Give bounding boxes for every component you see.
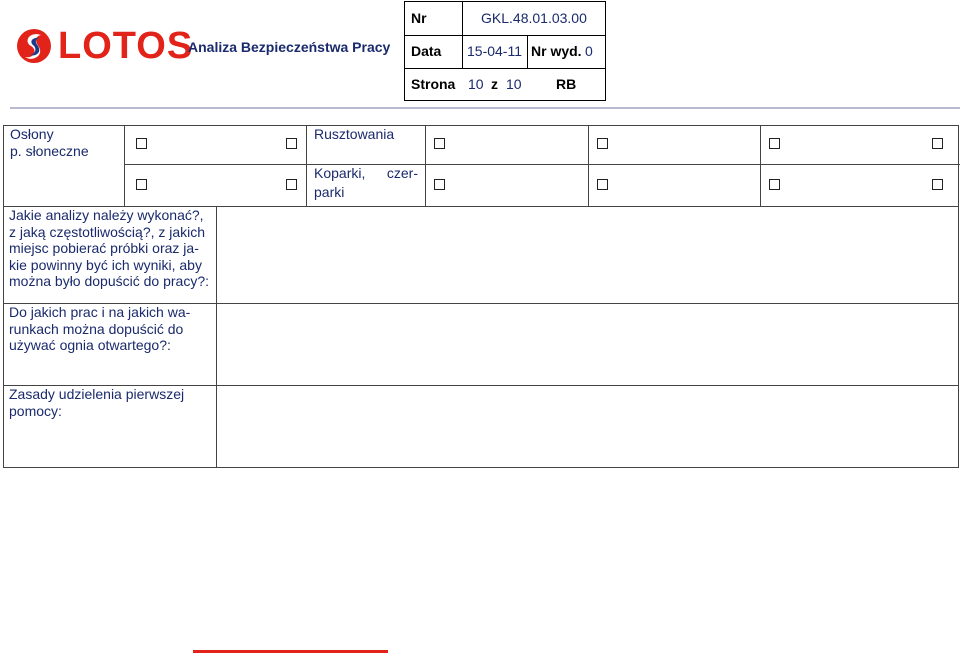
checkbox-row2-col4[interactable]: [434, 179, 445, 190]
author-initials: RB: [556, 76, 577, 92]
page-row: [405, 68, 605, 101]
grid-line: [958, 125, 959, 468]
logo-wordmark: LOTOS: [58, 25, 194, 67]
checkbox-row2-col7[interactable]: [932, 179, 943, 190]
grid-line: [124, 164, 960, 165]
checkbox-oslony[interactable]: [136, 138, 147, 149]
divider: [462, 2, 463, 35]
grid-line: [760, 125, 761, 206]
checkbox-row1-col7[interactable]: [932, 138, 943, 149]
open-fire-question: Do jakich prac i na jakich wa- runkach można dopuścić do używać ognia otwartego?:: [9, 304, 191, 353]
grid-line: [124, 125, 125, 206]
divider: [462, 35, 463, 68]
header-rule: [10, 107, 960, 109]
first-aid-answer-field[interactable]: [217, 386, 958, 467]
page-current: 10: [468, 76, 484, 92]
date-row: [405, 35, 605, 69]
oslony-label: Osłony p. słoneczne: [10, 126, 89, 159]
checkbox-koparki[interactable]: [286, 179, 297, 190]
grid-line: [3, 467, 958, 468]
divider: [527, 35, 528, 68]
page-total: 10: [506, 76, 522, 92]
koparki-label: Koparki, czer- parki: [314, 165, 418, 200]
doc-number-label: Nr: [411, 10, 427, 26]
grid-line: [3, 125, 4, 468]
version-value: 0: [585, 43, 593, 59]
version-label: Nr wyd.: [531, 43, 582, 59]
lotos-flame-icon: [14, 26, 54, 66]
date-value: 15-04-11: [467, 43, 523, 59]
analysis-question: Jakie analizy należy wykonać?, z jaką częstotliwością?, z jakich miejsc pobierać próbki oraz ja- kie powinny być ich wyniki, aby można było dopuścić do pracy?:: [9, 207, 209, 289]
analysis-answer-field[interactable]: [217, 207, 958, 303]
page-label: Strona: [411, 76, 456, 92]
page-of: z: [491, 76, 498, 92]
grid-line: [306, 125, 307, 206]
checkbox-row1-col4[interactable]: [434, 138, 445, 149]
grid-line: [588, 125, 589, 206]
date-label: Data: [411, 43, 442, 59]
grid-line: [425, 125, 426, 206]
rusztowania-label: Rusztowania: [314, 126, 395, 142]
checkbox-row2-col2[interactable]: [136, 179, 147, 190]
open-fire-answer-field[interactable]: [217, 304, 958, 385]
document-title: Analiza Bezpieczeństwa Pracy: [188, 39, 391, 55]
grid-line: [3, 125, 958, 126]
doc-number-value: GKL.48.01.03.00: [481, 10, 587, 26]
doc-number-row: [405, 2, 605, 36]
checkbox-rusztowania[interactable]: [286, 138, 297, 149]
first-aid-question: Zasady udzielenia pierwszej pomocy:: [9, 386, 185, 419]
checkbox-row2-col5[interactable]: [597, 179, 608, 190]
document-info-table: [404, 1, 606, 101]
checkbox-row2-col6[interactable]: [769, 179, 780, 190]
checkbox-row1-col5[interactable]: [597, 138, 608, 149]
checkbox-row1-col6[interactable]: [769, 138, 780, 149]
footer-accent-line: [193, 650, 388, 653]
